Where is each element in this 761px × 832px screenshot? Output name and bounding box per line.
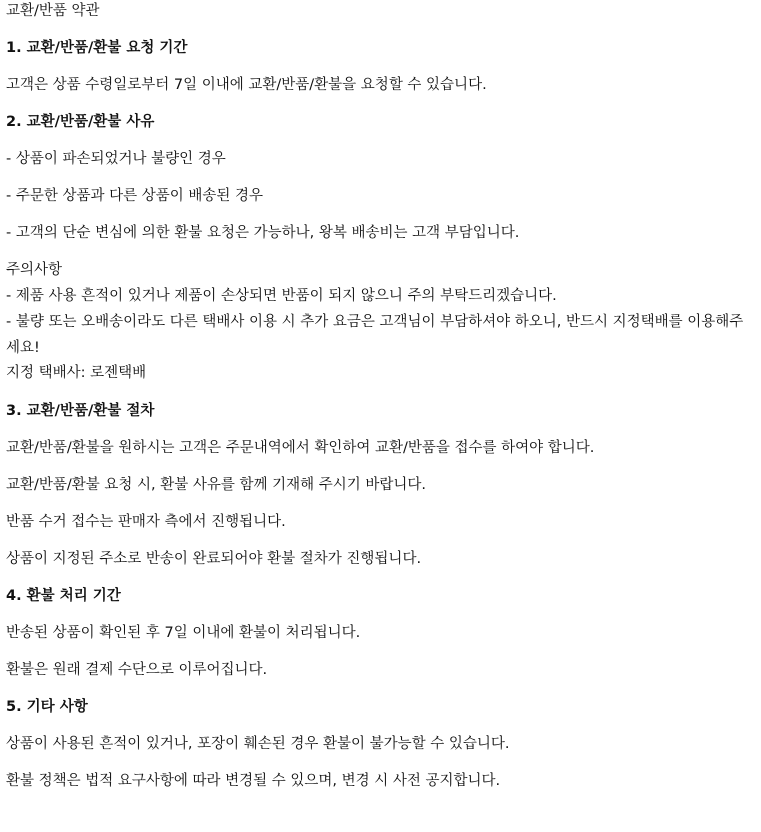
page-title: 교환/반품 약관 bbox=[6, 3, 100, 19]
notice-line: - 불량 또는 오배송이라도 다른 택배사 이용 시 추가 요금은 고객님이 부담하셔야 하오니, 반드시 지정택배를 이용해주세요! bbox=[6, 314, 744, 356]
section-5-paragraph: 상품이 사용된 흔적이 있거나, 포장이 훼손된 경우 환불이 불가능할 수 있습니다. bbox=[6, 736, 510, 752]
section-2-heading: 2. 교환/반품/환불 사유 bbox=[6, 114, 155, 130]
section-4-paragraph: 반송된 상품이 확인된 후 7일 이내에 환불이 처리됩니다. bbox=[6, 625, 361, 641]
courier-note: 지정 택배사: 로젠택배 bbox=[6, 365, 147, 381]
section-3-heading: 3. 교환/반품/환불 절차 bbox=[6, 403, 155, 419]
section-4-heading: 4. 환불 처리 기간 bbox=[6, 588, 121, 604]
section-2-item: - 고객의 단순 변심에 의한 환불 요청은 가능하나, 왕복 배송비는 고객 부담입니다. bbox=[6, 225, 520, 241]
section-3-paragraph: 반품 수거 접수는 판매자 측에서 진행됩니다. bbox=[6, 514, 286, 530]
section-2-item: - 주문한 상품과 다른 상품이 배송된 경우 bbox=[6, 188, 263, 204]
section-3-paragraph: 교환/반품/환불 요청 시, 환불 사유를 함께 기재해 주시기 바랍니다. bbox=[6, 477, 427, 493]
section-4-paragraph: 환불은 원래 결제 수단으로 이루어집니다. bbox=[6, 662, 268, 678]
section-1-paragraph: 고객은 상품 수령일로부터 7일 이내에 교환/반품/환불을 요청할 수 있습니다. bbox=[6, 77, 487, 93]
notice-line: - 제품 사용 흔적이 있거나 제품이 손상되면 반품이 되지 않으니 주의 부탁드리겠습니다. bbox=[6, 288, 557, 304]
section-1-heading: 1. 교환/반품/환불 요청 기간 bbox=[6, 40, 188, 56]
section-5-paragraph: 환불 정책은 법적 요구사항에 따라 변경될 수 있으며, 변경 시 사전 공지합니다. bbox=[6, 773, 501, 789]
section-2-item: - 상품이 파손되었거나 불량인 경우 bbox=[6, 151, 226, 167]
section-5-heading: 5. 기타 사항 bbox=[6, 699, 88, 715]
section-3-paragraph: 교환/반품/환불을 원하시는 고객은 주문내역에서 확인하여 교환/반품을 접수를 하여야 합니다. bbox=[6, 440, 595, 456]
notice-title: 주의사항 bbox=[6, 262, 63, 278]
section-3-paragraph: 상품이 지정된 주소로 반송이 완료되어야 환불 절차가 진행됩니다. bbox=[6, 551, 422, 567]
